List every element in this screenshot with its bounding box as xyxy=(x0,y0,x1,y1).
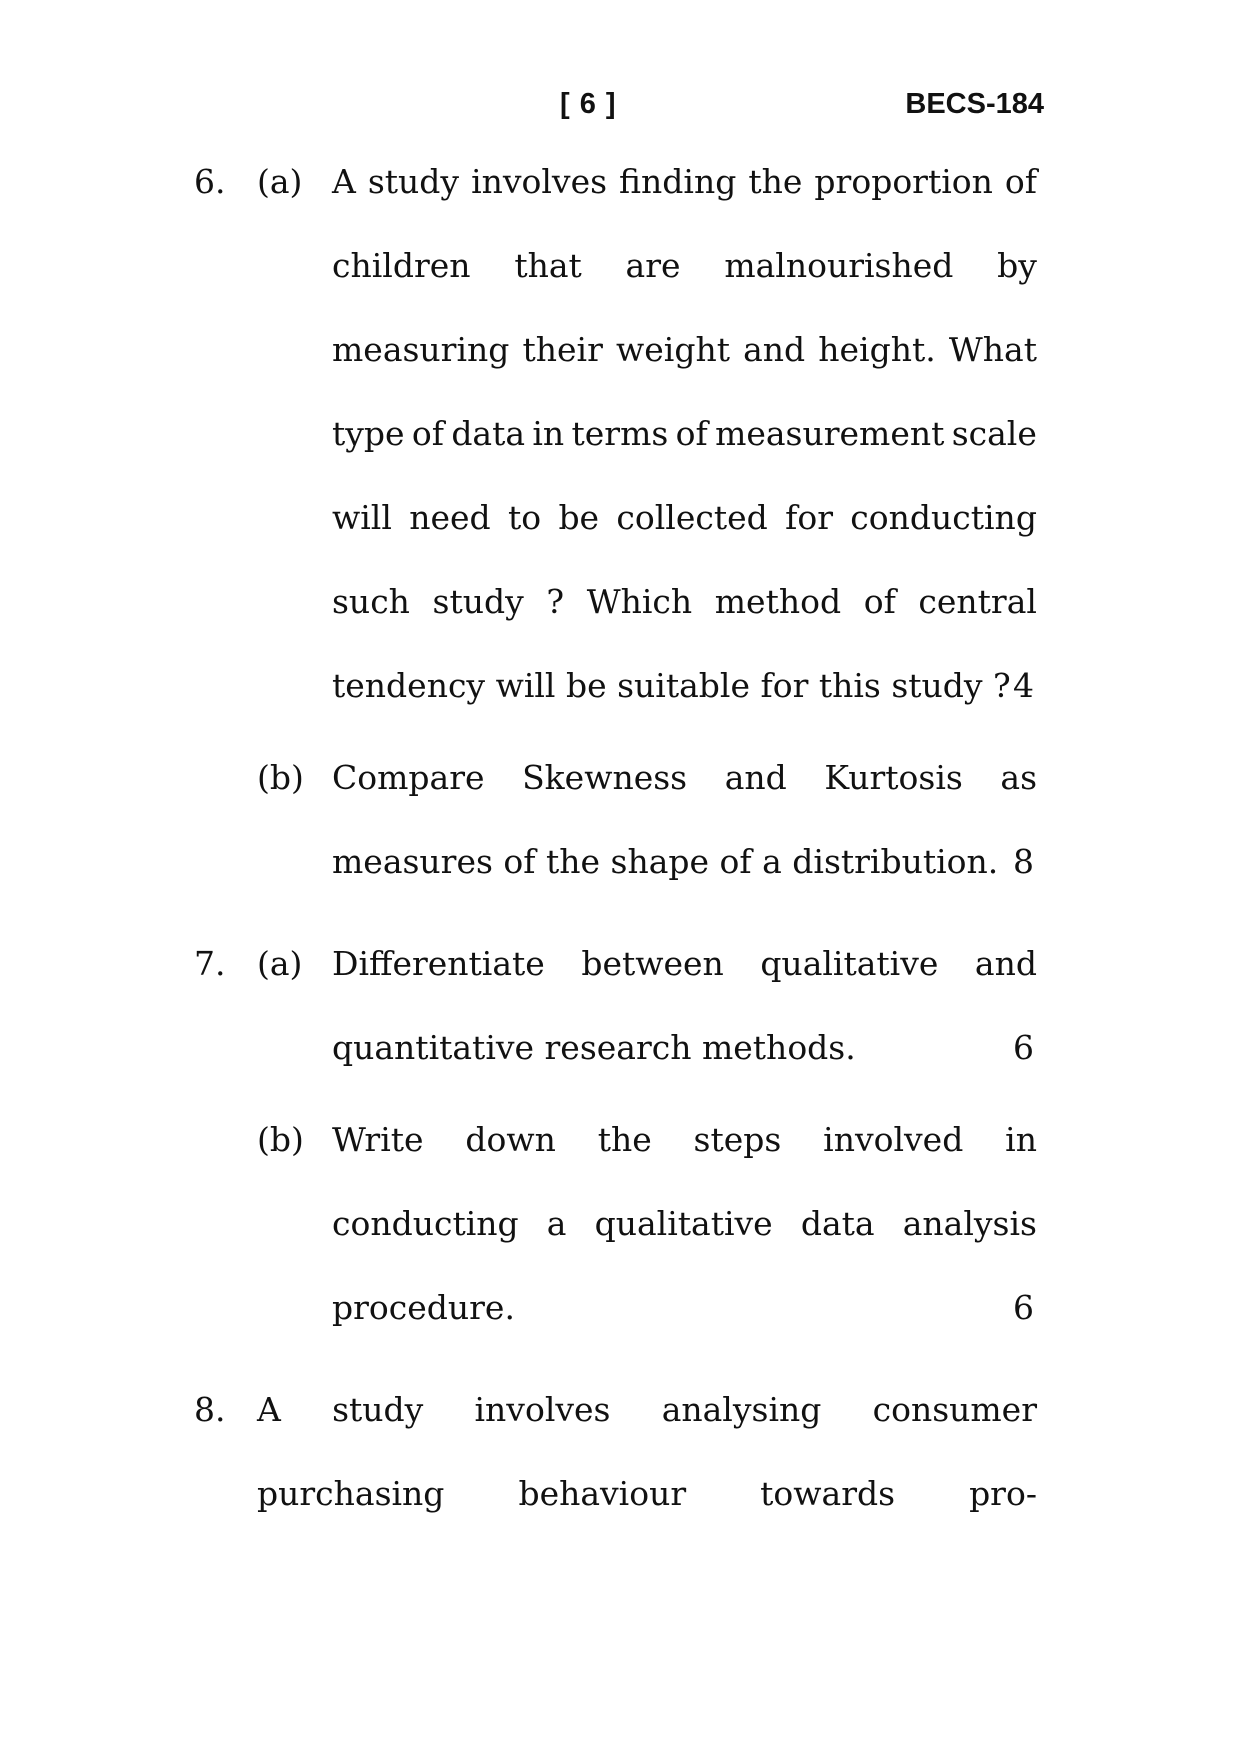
word: as xyxy=(1000,758,1037,797)
word: study xyxy=(432,582,524,621)
word: steps xyxy=(693,1120,782,1159)
word: involves xyxy=(474,1390,611,1429)
word: height. xyxy=(818,330,936,369)
q6a-line-1 xyxy=(332,162,1037,202)
q7a-last-line xyxy=(332,1028,1037,1068)
word: the xyxy=(597,1120,652,1159)
q7b-last-text: procedure. xyxy=(332,1288,515,1327)
q6a-line-6 xyxy=(332,582,1037,622)
q6a-last-line xyxy=(332,666,1037,706)
word: analysing xyxy=(661,1390,822,1429)
word: What xyxy=(948,330,1037,369)
word: purchasing xyxy=(257,1474,445,1513)
q7-number: 7. xyxy=(194,944,226,983)
q8-number: 8. xyxy=(194,1390,226,1429)
q6a-line-5 xyxy=(332,498,1037,538)
word: be xyxy=(558,498,600,537)
word: data xyxy=(451,414,526,453)
word: Differentiate xyxy=(332,944,545,983)
word: of xyxy=(411,414,444,453)
q7b-line-1 xyxy=(332,1120,1037,1160)
word: for xyxy=(785,498,833,537)
q7a-label: (a) xyxy=(257,944,303,983)
word: to xyxy=(507,498,542,537)
word: terms xyxy=(571,414,669,453)
word: data xyxy=(800,1204,875,1243)
word: by xyxy=(997,246,1037,285)
word: between xyxy=(581,944,724,983)
word: their xyxy=(522,330,603,369)
word: that xyxy=(514,246,582,285)
word: such xyxy=(332,582,410,621)
q6b-last-text: measures of the shape of a distribution. xyxy=(332,842,999,881)
q8-line-2 xyxy=(257,1474,1037,1514)
q6-number: 6. xyxy=(194,162,226,201)
q7a-line-1 xyxy=(332,944,1037,984)
word: conducting xyxy=(332,1204,519,1243)
word: malnourished xyxy=(724,246,954,285)
course-code: BECS-184 xyxy=(905,88,1044,120)
word: need xyxy=(409,498,491,537)
word: and xyxy=(743,330,806,369)
q6b-label: (b) xyxy=(257,758,304,797)
word: and xyxy=(974,944,1037,983)
word: in xyxy=(1005,1120,1037,1159)
word: Write xyxy=(332,1120,424,1159)
q6b-marks: 8 xyxy=(1013,842,1034,881)
word: study xyxy=(367,162,460,201)
word: qualitative xyxy=(760,944,939,983)
word: Which xyxy=(586,582,693,621)
word: type xyxy=(332,414,405,453)
word: finding xyxy=(619,162,737,201)
word: measurement xyxy=(715,414,945,453)
word: scale xyxy=(951,414,1037,453)
word: central xyxy=(918,582,1037,621)
word: behaviour xyxy=(518,1474,687,1513)
word: consumer xyxy=(872,1390,1037,1429)
q6a-line-4 xyxy=(332,414,1037,454)
word: study xyxy=(332,1390,424,1429)
word: involved xyxy=(823,1120,964,1159)
word: Compare xyxy=(332,758,485,797)
word: A xyxy=(332,162,356,201)
q8-line-1 xyxy=(257,1390,1037,1430)
word: children xyxy=(332,246,471,285)
q6b-line-1 xyxy=(332,758,1037,798)
word: Kurtosis xyxy=(824,758,963,797)
word: involves xyxy=(471,162,608,201)
word: A xyxy=(257,1390,281,1429)
q6b-last-line xyxy=(332,842,1037,882)
word: ? xyxy=(546,582,565,621)
q7a-marks: 6 xyxy=(1013,1028,1034,1067)
word: a xyxy=(546,1204,567,1243)
word: analysis xyxy=(902,1204,1037,1243)
word: will xyxy=(332,498,392,537)
word: towards xyxy=(760,1474,896,1513)
word: of xyxy=(863,582,896,621)
word: conducting xyxy=(850,498,1037,537)
page-number: [ 6 ] xyxy=(560,88,617,120)
q7b-line-2 xyxy=(332,1204,1037,1244)
q6a-line-3 xyxy=(332,330,1037,370)
q7b-marks: 6 xyxy=(1013,1288,1034,1327)
word: down xyxy=(465,1120,556,1159)
word: of xyxy=(675,414,708,453)
word: qualitative xyxy=(594,1204,773,1243)
word: of xyxy=(1004,162,1037,201)
q6a-label: (a) xyxy=(257,162,303,201)
q7b-last-line xyxy=(332,1288,1037,1328)
q7a-last-text: quantitative research methods. xyxy=(332,1028,856,1067)
word: proportion xyxy=(814,162,993,201)
q6a-line-2 xyxy=(332,246,1037,286)
q7b-label: (b) xyxy=(257,1120,304,1159)
word: collected xyxy=(616,498,768,537)
word: measuring xyxy=(332,330,510,369)
word: are xyxy=(625,246,681,285)
word: Skewness xyxy=(522,758,688,797)
word: and xyxy=(724,758,787,797)
q6a-last-text: tendency will be suitable for this study ? xyxy=(332,666,1011,705)
word: pro- xyxy=(969,1474,1037,1513)
q6a-marks: 4 xyxy=(1013,666,1034,705)
word: in xyxy=(532,414,565,453)
word: weight xyxy=(616,330,730,369)
word: method xyxy=(714,582,842,621)
word: the xyxy=(748,162,803,201)
